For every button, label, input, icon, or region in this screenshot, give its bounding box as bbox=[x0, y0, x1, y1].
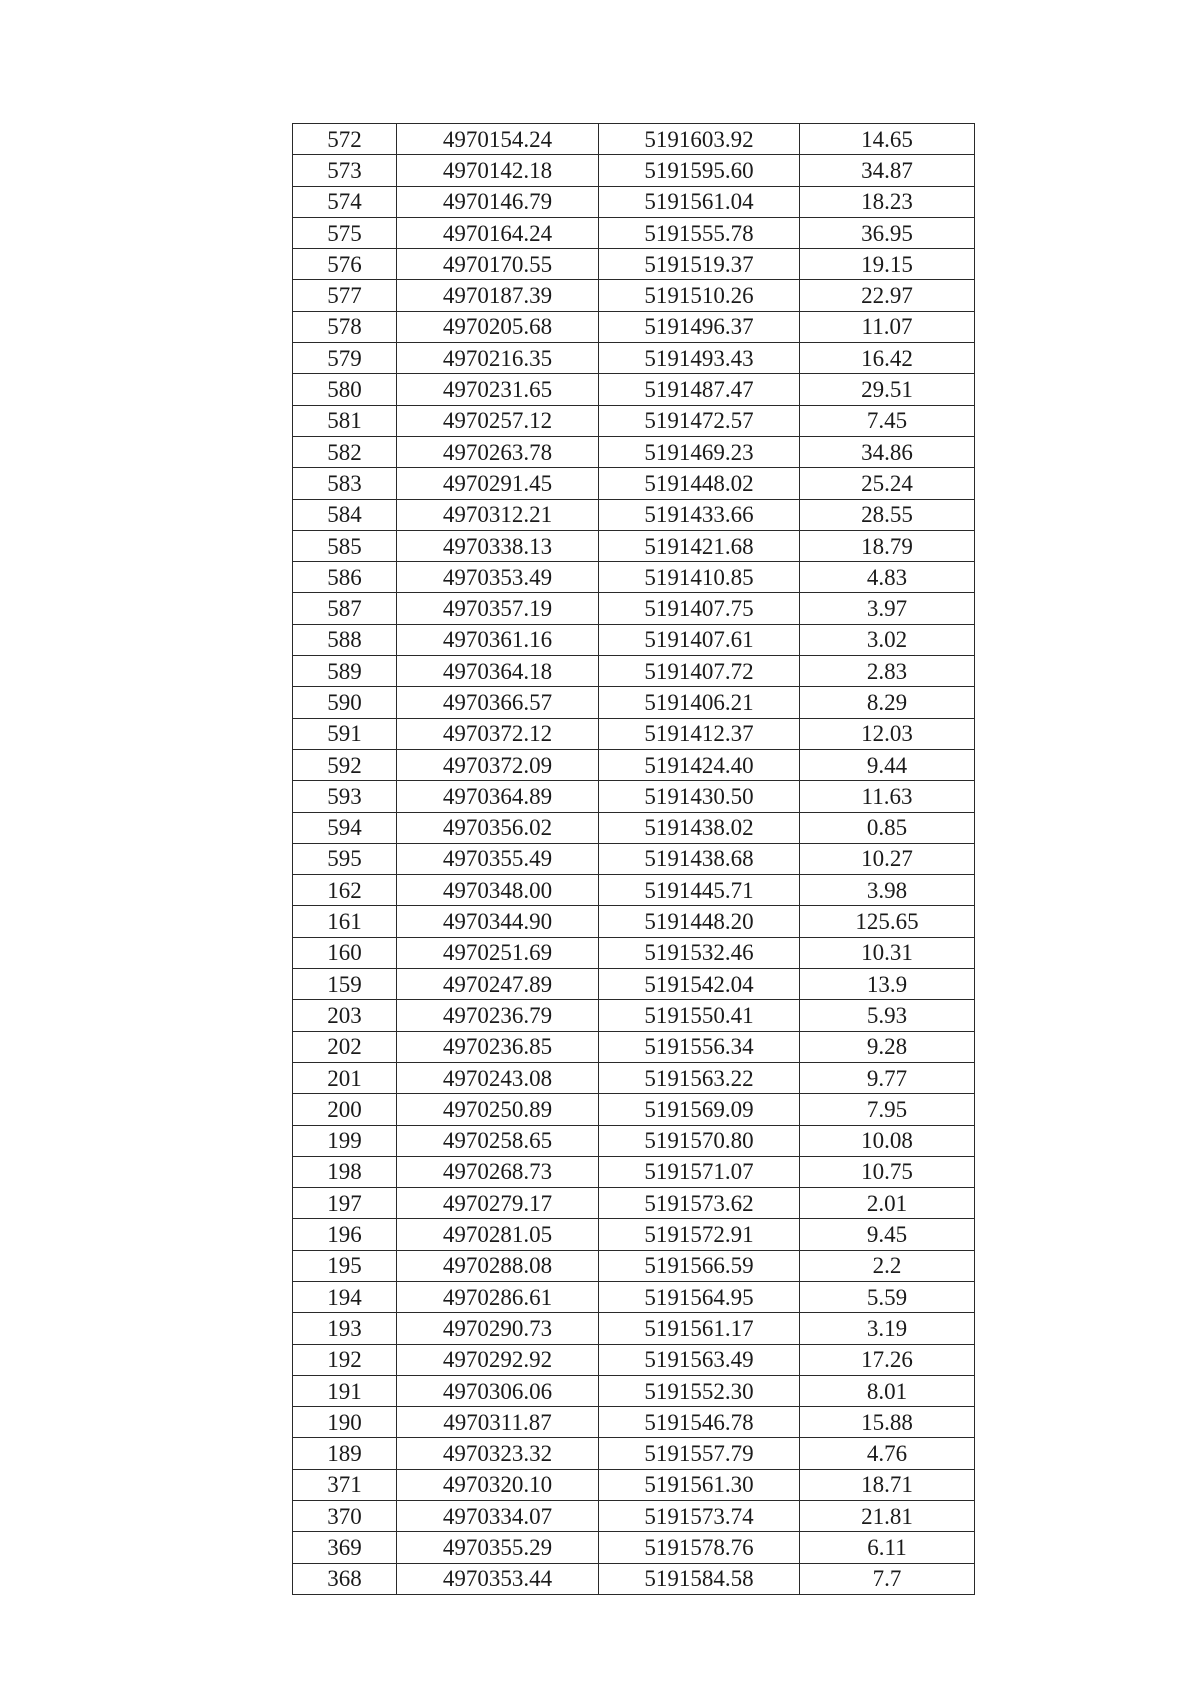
x-coordinate-cell: 4970236.79 bbox=[397, 1000, 599, 1031]
segment-length-cell: 34.87 bbox=[800, 155, 975, 186]
x-coordinate-cell: 4970187.39 bbox=[397, 280, 599, 311]
y-coordinate-cell: 5191406.21 bbox=[599, 687, 800, 718]
segment-length-cell: 0.85 bbox=[800, 812, 975, 843]
table-row bbox=[293, 1313, 975, 1344]
y-coordinate-cell: 5191550.41 bbox=[599, 1000, 800, 1031]
segment-length-cell: 6.11 bbox=[800, 1532, 975, 1563]
table-row bbox=[293, 1469, 975, 1500]
point-number-cell: 588 bbox=[293, 624, 397, 655]
y-coordinate-cell: 5191430.50 bbox=[599, 781, 800, 812]
x-coordinate-cell: 4970338.13 bbox=[397, 530, 599, 561]
y-coordinate-cell: 5191557.79 bbox=[599, 1438, 800, 1469]
x-coordinate-cell: 4970216.35 bbox=[397, 343, 599, 374]
point-number-cell: 585 bbox=[293, 530, 397, 561]
table-row bbox=[293, 1250, 975, 1281]
table-row bbox=[293, 217, 975, 248]
y-coordinate-cell: 5191410.85 bbox=[599, 562, 800, 593]
y-coordinate-cell: 5191493.43 bbox=[599, 343, 800, 374]
y-coordinate-cell: 5191603.92 bbox=[599, 124, 800, 155]
segment-length-cell: 17.26 bbox=[800, 1344, 975, 1375]
table-row bbox=[293, 687, 975, 718]
x-coordinate-cell: 4970247.89 bbox=[397, 969, 599, 1000]
point-number-cell: 200 bbox=[293, 1094, 397, 1125]
segment-length-cell: 15.88 bbox=[800, 1407, 975, 1438]
table-row bbox=[293, 562, 975, 593]
y-coordinate-cell: 5191407.75 bbox=[599, 593, 800, 624]
segment-length-cell: 11.63 bbox=[800, 781, 975, 812]
point-number-cell: 573 bbox=[293, 155, 397, 186]
table-row bbox=[293, 969, 975, 1000]
segment-length-cell: 18.79 bbox=[800, 530, 975, 561]
point-number-cell: 159 bbox=[293, 969, 397, 1000]
table-row bbox=[293, 1438, 975, 1469]
y-coordinate-cell: 5191542.04 bbox=[599, 969, 800, 1000]
table-row bbox=[293, 1188, 975, 1219]
x-coordinate-cell: 4970164.24 bbox=[397, 217, 599, 248]
x-coordinate-cell: 4970372.09 bbox=[397, 749, 599, 780]
x-coordinate-cell: 4970288.08 bbox=[397, 1250, 599, 1281]
table-row bbox=[293, 1125, 975, 1156]
x-coordinate-cell: 4970353.49 bbox=[397, 562, 599, 593]
segment-length-cell: 34.86 bbox=[800, 436, 975, 467]
coordinates-table-body bbox=[293, 124, 975, 1595]
table-row bbox=[293, 1344, 975, 1375]
segment-length-cell: 19.15 bbox=[800, 249, 975, 280]
x-coordinate-cell: 4970236.85 bbox=[397, 1031, 599, 1062]
table-row bbox=[293, 1094, 975, 1125]
segment-length-cell: 7.95 bbox=[800, 1094, 975, 1125]
x-coordinate-cell: 4970356.02 bbox=[397, 812, 599, 843]
point-number-cell: 203 bbox=[293, 1000, 397, 1031]
point-number-cell: 368 bbox=[293, 1563, 397, 1594]
segment-length-cell: 29.51 bbox=[800, 374, 975, 405]
coordinates-table bbox=[292, 123, 975, 1595]
y-coordinate-cell: 5191564.95 bbox=[599, 1281, 800, 1312]
y-coordinate-cell: 5191563.22 bbox=[599, 1062, 800, 1093]
segment-length-cell: 16.42 bbox=[800, 343, 975, 374]
table-row bbox=[293, 1219, 975, 1250]
y-coordinate-cell: 5191532.46 bbox=[599, 937, 800, 968]
segment-length-cell: 8.01 bbox=[800, 1375, 975, 1406]
table-row bbox=[293, 155, 975, 186]
x-coordinate-cell: 4970372.12 bbox=[397, 718, 599, 749]
x-coordinate-cell: 4970364.18 bbox=[397, 656, 599, 687]
y-coordinate-cell: 5191448.20 bbox=[599, 906, 800, 937]
table-row bbox=[293, 436, 975, 467]
y-coordinate-cell: 5191561.30 bbox=[599, 1469, 800, 1500]
point-number-cell: 579 bbox=[293, 343, 397, 374]
y-coordinate-cell: 5191584.58 bbox=[599, 1563, 800, 1594]
point-number-cell: 196 bbox=[293, 1219, 397, 1250]
point-number-cell: 160 bbox=[293, 937, 397, 968]
x-coordinate-cell: 4970364.89 bbox=[397, 781, 599, 812]
y-coordinate-cell: 5191448.02 bbox=[599, 468, 800, 499]
point-number-cell: 197 bbox=[293, 1188, 397, 1219]
segment-length-cell: 10.31 bbox=[800, 937, 975, 968]
x-coordinate-cell: 4970279.17 bbox=[397, 1188, 599, 1219]
segment-length-cell: 7.7 bbox=[800, 1563, 975, 1594]
x-coordinate-cell: 4970355.49 bbox=[397, 843, 599, 874]
y-coordinate-cell: 5191469.23 bbox=[599, 436, 800, 467]
table-row bbox=[293, 656, 975, 687]
table-row bbox=[293, 343, 975, 374]
segment-length-cell: 11.07 bbox=[800, 311, 975, 342]
point-number-cell: 578 bbox=[293, 311, 397, 342]
table-row bbox=[293, 1031, 975, 1062]
point-number-cell: 586 bbox=[293, 562, 397, 593]
y-coordinate-cell: 5191546.78 bbox=[599, 1407, 800, 1438]
x-coordinate-cell: 4970334.07 bbox=[397, 1501, 599, 1532]
y-coordinate-cell: 5191573.62 bbox=[599, 1188, 800, 1219]
segment-length-cell: 18.71 bbox=[800, 1469, 975, 1500]
segment-length-cell: 2.01 bbox=[800, 1188, 975, 1219]
y-coordinate-cell: 5191472.57 bbox=[599, 405, 800, 436]
segment-length-cell: 10.27 bbox=[800, 843, 975, 874]
table-row bbox=[293, 499, 975, 530]
x-coordinate-cell: 4970231.65 bbox=[397, 374, 599, 405]
point-number-cell: 189 bbox=[293, 1438, 397, 1469]
table-row bbox=[293, 468, 975, 499]
segment-length-cell: 3.19 bbox=[800, 1313, 975, 1344]
y-coordinate-cell: 5191552.30 bbox=[599, 1375, 800, 1406]
segment-length-cell: 12.03 bbox=[800, 718, 975, 749]
table-row bbox=[293, 718, 975, 749]
y-coordinate-cell: 5191407.72 bbox=[599, 656, 800, 687]
segment-length-cell: 5.59 bbox=[800, 1281, 975, 1312]
point-number-cell: 592 bbox=[293, 749, 397, 780]
x-coordinate-cell: 4970263.78 bbox=[397, 436, 599, 467]
table-row bbox=[293, 124, 975, 155]
table-row bbox=[293, 186, 975, 217]
x-coordinate-cell: 4970250.89 bbox=[397, 1094, 599, 1125]
x-coordinate-cell: 4970290.73 bbox=[397, 1313, 599, 1344]
segment-length-cell: 28.55 bbox=[800, 499, 975, 530]
table-row bbox=[293, 812, 975, 843]
y-coordinate-cell: 5191445.71 bbox=[599, 875, 800, 906]
point-number-cell: 195 bbox=[293, 1250, 397, 1281]
segment-length-cell: 4.76 bbox=[800, 1438, 975, 1469]
segment-length-cell: 2.83 bbox=[800, 656, 975, 687]
x-coordinate-cell: 4970257.12 bbox=[397, 405, 599, 436]
y-coordinate-cell: 5191570.80 bbox=[599, 1125, 800, 1156]
table-row bbox=[293, 906, 975, 937]
point-number-cell: 572 bbox=[293, 124, 397, 155]
segment-length-cell: 9.45 bbox=[800, 1219, 975, 1250]
table-row bbox=[293, 875, 975, 906]
point-number-cell: 370 bbox=[293, 1501, 397, 1532]
y-coordinate-cell: 5191561.17 bbox=[599, 1313, 800, 1344]
point-number-cell: 371 bbox=[293, 1469, 397, 1500]
segment-length-cell: 4.83 bbox=[800, 562, 975, 593]
point-number-cell: 577 bbox=[293, 280, 397, 311]
point-number-cell: 593 bbox=[293, 781, 397, 812]
y-coordinate-cell: 5191571.07 bbox=[599, 1156, 800, 1187]
y-coordinate-cell: 5191578.76 bbox=[599, 1532, 800, 1563]
table-row bbox=[293, 249, 975, 280]
y-coordinate-cell: 5191519.37 bbox=[599, 249, 800, 280]
point-number-cell: 587 bbox=[293, 593, 397, 624]
y-coordinate-cell: 5191566.59 bbox=[599, 1250, 800, 1281]
segment-length-cell: 7.45 bbox=[800, 405, 975, 436]
segment-length-cell: 18.23 bbox=[800, 186, 975, 217]
segment-length-cell: 14.65 bbox=[800, 124, 975, 155]
table-row bbox=[293, 530, 975, 561]
segment-length-cell: 3.98 bbox=[800, 875, 975, 906]
x-coordinate-cell: 4970323.32 bbox=[397, 1438, 599, 1469]
y-coordinate-cell: 5191407.61 bbox=[599, 624, 800, 655]
segment-length-cell: 3.02 bbox=[800, 624, 975, 655]
table-row bbox=[293, 1375, 975, 1406]
segment-length-cell: 25.24 bbox=[800, 468, 975, 499]
point-number-cell: 575 bbox=[293, 217, 397, 248]
point-number-cell: 591 bbox=[293, 718, 397, 749]
x-coordinate-cell: 4970366.57 bbox=[397, 687, 599, 718]
table-row bbox=[293, 1563, 975, 1594]
point-number-cell: 201 bbox=[293, 1062, 397, 1093]
point-number-cell: 161 bbox=[293, 906, 397, 937]
point-number-cell: 580 bbox=[293, 374, 397, 405]
x-coordinate-cell: 4970268.73 bbox=[397, 1156, 599, 1187]
y-coordinate-cell: 5191510.26 bbox=[599, 280, 800, 311]
point-number-cell: 162 bbox=[293, 875, 397, 906]
segment-length-cell: 3.97 bbox=[800, 593, 975, 624]
point-number-cell: 594 bbox=[293, 812, 397, 843]
table-row bbox=[293, 1062, 975, 1093]
x-coordinate-cell: 4970154.24 bbox=[397, 124, 599, 155]
table-row bbox=[293, 280, 975, 311]
y-coordinate-cell: 5191487.47 bbox=[599, 374, 800, 405]
segment-length-cell: 10.75 bbox=[800, 1156, 975, 1187]
segment-length-cell: 36.95 bbox=[800, 217, 975, 248]
x-coordinate-cell: 4970357.19 bbox=[397, 593, 599, 624]
x-coordinate-cell: 4970146.79 bbox=[397, 186, 599, 217]
point-number-cell: 581 bbox=[293, 405, 397, 436]
x-coordinate-cell: 4970306.06 bbox=[397, 1375, 599, 1406]
y-coordinate-cell: 5191438.68 bbox=[599, 843, 800, 874]
point-number-cell: 595 bbox=[293, 843, 397, 874]
x-coordinate-cell: 4970292.92 bbox=[397, 1344, 599, 1375]
segment-length-cell: 13.9 bbox=[800, 969, 975, 1000]
point-number-cell: 582 bbox=[293, 436, 397, 467]
table-row bbox=[293, 624, 975, 655]
point-number-cell: 192 bbox=[293, 1344, 397, 1375]
x-coordinate-cell: 4970281.05 bbox=[397, 1219, 599, 1250]
point-number-cell: 202 bbox=[293, 1031, 397, 1062]
x-coordinate-cell: 4970170.55 bbox=[397, 249, 599, 280]
x-coordinate-cell: 4970348.00 bbox=[397, 875, 599, 906]
table-row bbox=[293, 937, 975, 968]
y-coordinate-cell: 5191563.49 bbox=[599, 1344, 800, 1375]
table-row bbox=[293, 1407, 975, 1438]
y-coordinate-cell: 5191438.02 bbox=[599, 812, 800, 843]
y-coordinate-cell: 5191569.09 bbox=[599, 1094, 800, 1125]
segment-length-cell: 8.29 bbox=[800, 687, 975, 718]
segment-length-cell: 10.08 bbox=[800, 1125, 975, 1156]
point-number-cell: 191 bbox=[293, 1375, 397, 1406]
segment-length-cell: 9.28 bbox=[800, 1031, 975, 1062]
point-number-cell: 583 bbox=[293, 468, 397, 499]
y-coordinate-cell: 5191572.91 bbox=[599, 1219, 800, 1250]
x-coordinate-cell: 4970291.45 bbox=[397, 468, 599, 499]
segment-length-cell: 21.81 bbox=[800, 1501, 975, 1532]
x-coordinate-cell: 4970251.69 bbox=[397, 937, 599, 968]
y-coordinate-cell: 5191424.40 bbox=[599, 749, 800, 780]
point-number-cell: 590 bbox=[293, 687, 397, 718]
y-coordinate-cell: 5191496.37 bbox=[599, 311, 800, 342]
x-coordinate-cell: 4970344.90 bbox=[397, 906, 599, 937]
point-number-cell: 198 bbox=[293, 1156, 397, 1187]
point-number-cell: 193 bbox=[293, 1313, 397, 1344]
table-row bbox=[293, 1156, 975, 1187]
table-row bbox=[293, 1501, 975, 1532]
y-coordinate-cell: 5191421.68 bbox=[599, 530, 800, 561]
table-row bbox=[293, 311, 975, 342]
point-number-cell: 194 bbox=[293, 1281, 397, 1312]
table-row bbox=[293, 749, 975, 780]
x-coordinate-cell: 4970243.08 bbox=[397, 1062, 599, 1093]
table-row bbox=[293, 374, 975, 405]
table-row bbox=[293, 781, 975, 812]
table-row bbox=[293, 405, 975, 436]
segment-length-cell: 9.44 bbox=[800, 749, 975, 780]
table-row bbox=[293, 843, 975, 874]
point-number-cell: 369 bbox=[293, 1532, 397, 1563]
segment-length-cell: 22.97 bbox=[800, 280, 975, 311]
x-coordinate-cell: 4970312.21 bbox=[397, 499, 599, 530]
point-number-cell: 574 bbox=[293, 186, 397, 217]
table-row bbox=[293, 1000, 975, 1031]
x-coordinate-cell: 4970258.65 bbox=[397, 1125, 599, 1156]
y-coordinate-cell: 5191412.37 bbox=[599, 718, 800, 749]
y-coordinate-cell: 5191573.74 bbox=[599, 1501, 800, 1532]
y-coordinate-cell: 5191555.78 bbox=[599, 217, 800, 248]
y-coordinate-cell: 5191433.66 bbox=[599, 499, 800, 530]
point-number-cell: 199 bbox=[293, 1125, 397, 1156]
x-coordinate-cell: 4970205.68 bbox=[397, 311, 599, 342]
segment-length-cell: 9.77 bbox=[800, 1062, 975, 1093]
table-row bbox=[293, 1281, 975, 1312]
point-number-cell: 576 bbox=[293, 249, 397, 280]
x-coordinate-cell: 4970286.61 bbox=[397, 1281, 599, 1312]
segment-length-cell: 2.2 bbox=[800, 1250, 975, 1281]
point-number-cell: 190 bbox=[293, 1407, 397, 1438]
table-row bbox=[293, 593, 975, 624]
segment-length-cell: 5.93 bbox=[800, 1000, 975, 1031]
x-coordinate-cell: 4970142.18 bbox=[397, 155, 599, 186]
x-coordinate-cell: 4970320.10 bbox=[397, 1469, 599, 1500]
table-row bbox=[293, 1532, 975, 1563]
y-coordinate-cell: 5191561.04 bbox=[599, 186, 800, 217]
y-coordinate-cell: 5191595.60 bbox=[599, 155, 800, 186]
x-coordinate-cell: 4970355.29 bbox=[397, 1532, 599, 1563]
segment-length-cell: 125.65 bbox=[800, 906, 975, 937]
x-coordinate-cell: 4970353.44 bbox=[397, 1563, 599, 1594]
point-number-cell: 584 bbox=[293, 499, 397, 530]
y-coordinate-cell: 5191556.34 bbox=[599, 1031, 800, 1062]
x-coordinate-cell: 4970361.16 bbox=[397, 624, 599, 655]
point-number-cell: 589 bbox=[293, 656, 397, 687]
x-coordinate-cell: 4970311.87 bbox=[397, 1407, 599, 1438]
